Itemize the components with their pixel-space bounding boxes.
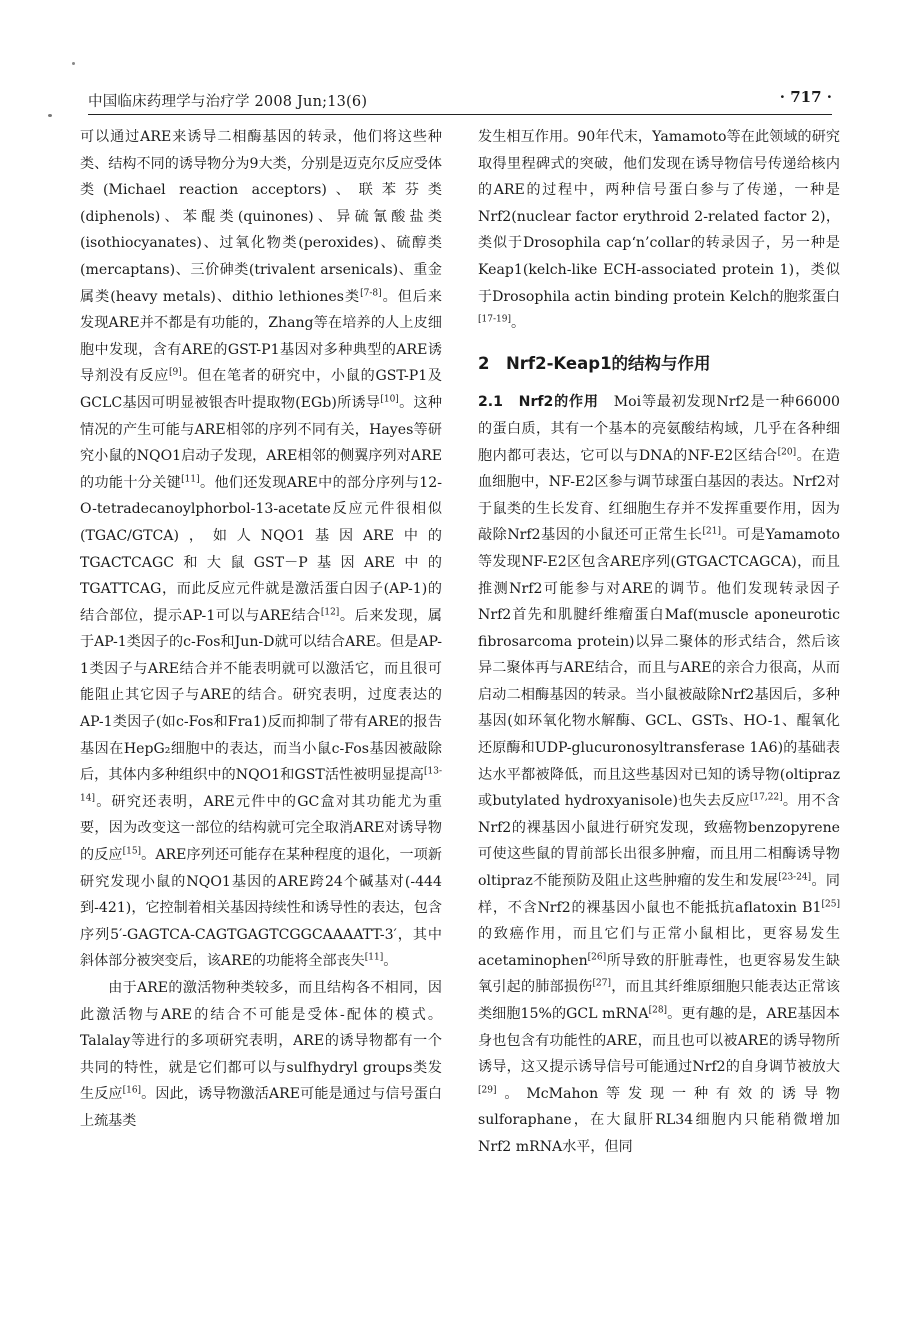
section-heading: 2 Nrf2-Keap1的结构与作用: [478, 353, 711, 373]
body-paragraph: 发生相互作用。90年代末，Yamamoto等在此领域的研究取得里程碑式的突破，他们发现在诱导物信号传递给核内的ARE的过程中，两种信号蛋白参与了传递，一种是Nrf2(nuclear factor erythroid 2-related factor 2)，类似于Drosophila cap‘n’collar的转录因子，另一种是Keap1(kelch-like ECH-associated protein 1)，类似于Drosophila actin binding protein Kelch的胞浆蛋白[17-19]。: [478, 129, 840, 332]
citation: [17,22]: [749, 792, 783, 803]
citation: [26]: [587, 952, 607, 963]
citation: [16]: [122, 1085, 142, 1096]
body-paragraph: 可以通过ARE来诱导二相酶基因的转录，他们将这些种类、结构不同的诱导物分为9大类，分别是迈克尔反应受体类(Michael reaction acceptors)、联苯芬类(diphenols)、苯醌类(quinones)、异硫氰酸盐类(isothiocyanates)、过氧化物类(peroxides)、硫醇类(mercaptans)、三价砷类(trivalent arsenicals)、重金属类(heavy metals)、dithio lethiones类[7-8]。但后来发现ARE并不都是有功能的，Zhang等在培养的人上皮细胞中发现，含有ARE的GST-P1基因对多种典型的ARE诱导剂没有反应[9]。但在笔者的研究中，小鼠的GST-P1及GCLC基因可明显被银杏叶提取物(EGb)所诱导[10]。这种情况的产生可能与ARE相邻的序列不同有关，Hayes等研究小鼠的NQO1启动子发现，ARE相邻的侧翼序列对ARE的功能十分关键[11]。他们还发现ARE中的部分序列与12-O-tetradecanoylphorbol-13-acetate反应元件很相似(TGAC/GTCA)，如人NQO1基因ARE中的TGACTCAGC和大鼠GST－P基因ARE中的TGATTCAG，而此反应元件就是激活蛋白因子(AP-1)的结合部位，提示AP-1可以与ARE结合[12]。后来发现，属于AP-1类因子的c-Fos和Jun-D就可以结合ARE。但是AP-1类因子与ARE结合并不能表明就可以激活它，而且很可能阻止其它因子与ARE的结合。研究表明，过度表达的AP-1类因子(如c-Fos和Fra1)反而抑制了带有ARE的报告基因在HepG₂细胞中的表达，而当小鼠c-Fos基因被敲除后，其体内多种组织中的NQO1和GST活性被明显提高[13-14]。研究还表明，ARE元件中的GC盒对其功能尤为重要，因为改变这一部位的结构就可完全取消ARE对诱导物的反应[15]。ARE序列还可能存在某种程度的退化，一项新研究发现小鼠的NQO1基因的ARE跨24个碱基对(-444到-421)，它控制着相关基因持续性和诱导性的表达，包含序列5′-GAGTCA-CAGTGAGTCGGCAAAATT-3′，其中斜体部分被突变后，该ARE的功能将全部丧失[11]。: [80, 129, 443, 970]
scan-speck: [48, 114, 52, 117]
citation: [17-19]: [478, 314, 511, 325]
scan-speck: [72, 62, 75, 65]
citation: [23-24]: [778, 872, 812, 883]
page-number: · 717 ·: [779, 88, 832, 106]
body-paragraph: 由于ARE的激活物种类较多，而且结构各不相同，因此激活物与ARE的结合不可能是受体-配体的模式。Talalay等进行的多项研究表明，ARE的诱导物都有一个共同的特性，就是它们都可以与sulfhydryl groups类发生反应[16]。因此，诱导物激活ARE可能是通过与信号蛋白上巯基类: [80, 980, 443, 1129]
right-column: [478, 124, 840, 1161]
citation: [12]: [320, 607, 340, 617]
citation: [28]: [648, 1005, 668, 1016]
subsection-heading: 2.1 Nrf2的作用: [478, 394, 599, 411]
citation: [9]: [169, 367, 182, 378]
journal-citation: 中国临床药理学与治疗学 2008 Jun;13(6): [88, 94, 368, 110]
citation: [11]: [181, 474, 200, 485]
body-paragraph: 2.1 Nrf2的作用 Moi等最初发现Nrf2是一种66000的蛋白质，其有一个基本的亮氨酸结构域，几乎在各种细胞内都可表达，它可以与DNA的NF-E2区结合[20]。在造血细胞中，NF-E2区参与调节球蛋白基因的表达。Nrf2对于鼠类的生长发育、红细胞生存并不发挥重要作用，因为敲除Nrf2基因的小鼠还可正常生长[21]。可是Yamamoto等发现NF-E2区包含ARE序列(GTGACTCAGCA)，而且推测Nrf2可能参与对ARE的调节。他们发现转录因子Nrf2首先和肌腱纤维瘤蛋白Maf(muscle aponeurotic fibrosarcoma protein)以异二聚体的形式结合，然后该异二聚体再与ARE结合，而且与ARE的亲合力很高，从而启动二相酶基因的转录。当小鼠被敲除Nrf2基因后，多种基因(如环氧化物水解酶、GCL、GSTs、HO-1、醌氧化还原酶和UDP-glucuronosyltransferase 1A6)的基础表达水平都被降低，而且这些基因对已知的诱导物(oltipraz或butylated hydroxyanisole)也失去反应[17,22]。用不含Nrf2的裸基因小鼠进行研究发现，致癌物benzopyrene可使这些鼠的胃前部长出很多肿瘤，而且用二相酶诱导物oltipraz不能预防及阻止这些肿瘤的发生和发展[23-24]。同样，不含Nrf2的裸基因小鼠也不能抵抗aflatoxin B1[25]的致癌作用，而且它们与正常小鼠相比，更容易发生acetaminophen[26]所导致的肝脏毒性，也更容易发生缺氧引起的肺部损伤[27]，而且其纤维原细胞只能表达正常该类细胞15%的GCL mRNA[28]。更有趣的是，ARE基因本身也包含有功能性的ARE，而且也可以被ARE的诱导物所诱导，这又提示诱导信号可能通过Nrf2的自身调节被放大[29]。McMahon等发现一种有效的诱导物sulforaphane，在大鼠肝RL34细胞内只能稍微增加Nrf2 mRNA水平，但同: [478, 394, 841, 1155]
page-header: [88, 84, 832, 115]
citation: [29]: [478, 1085, 497, 1096]
left-column: [80, 124, 442, 1135]
citation: [10]: [380, 394, 399, 405]
citation: [13-14]: [80, 766, 442, 804]
citation: [20]: [777, 446, 797, 457]
citation: [25]: [821, 898, 840, 909]
citation: [7-8]: [360, 287, 382, 298]
citation: [15]: [122, 846, 142, 857]
citation: [21]: [702, 526, 722, 537]
citation: [11]: [364, 952, 384, 963]
citation: [27]: [592, 978, 611, 989]
